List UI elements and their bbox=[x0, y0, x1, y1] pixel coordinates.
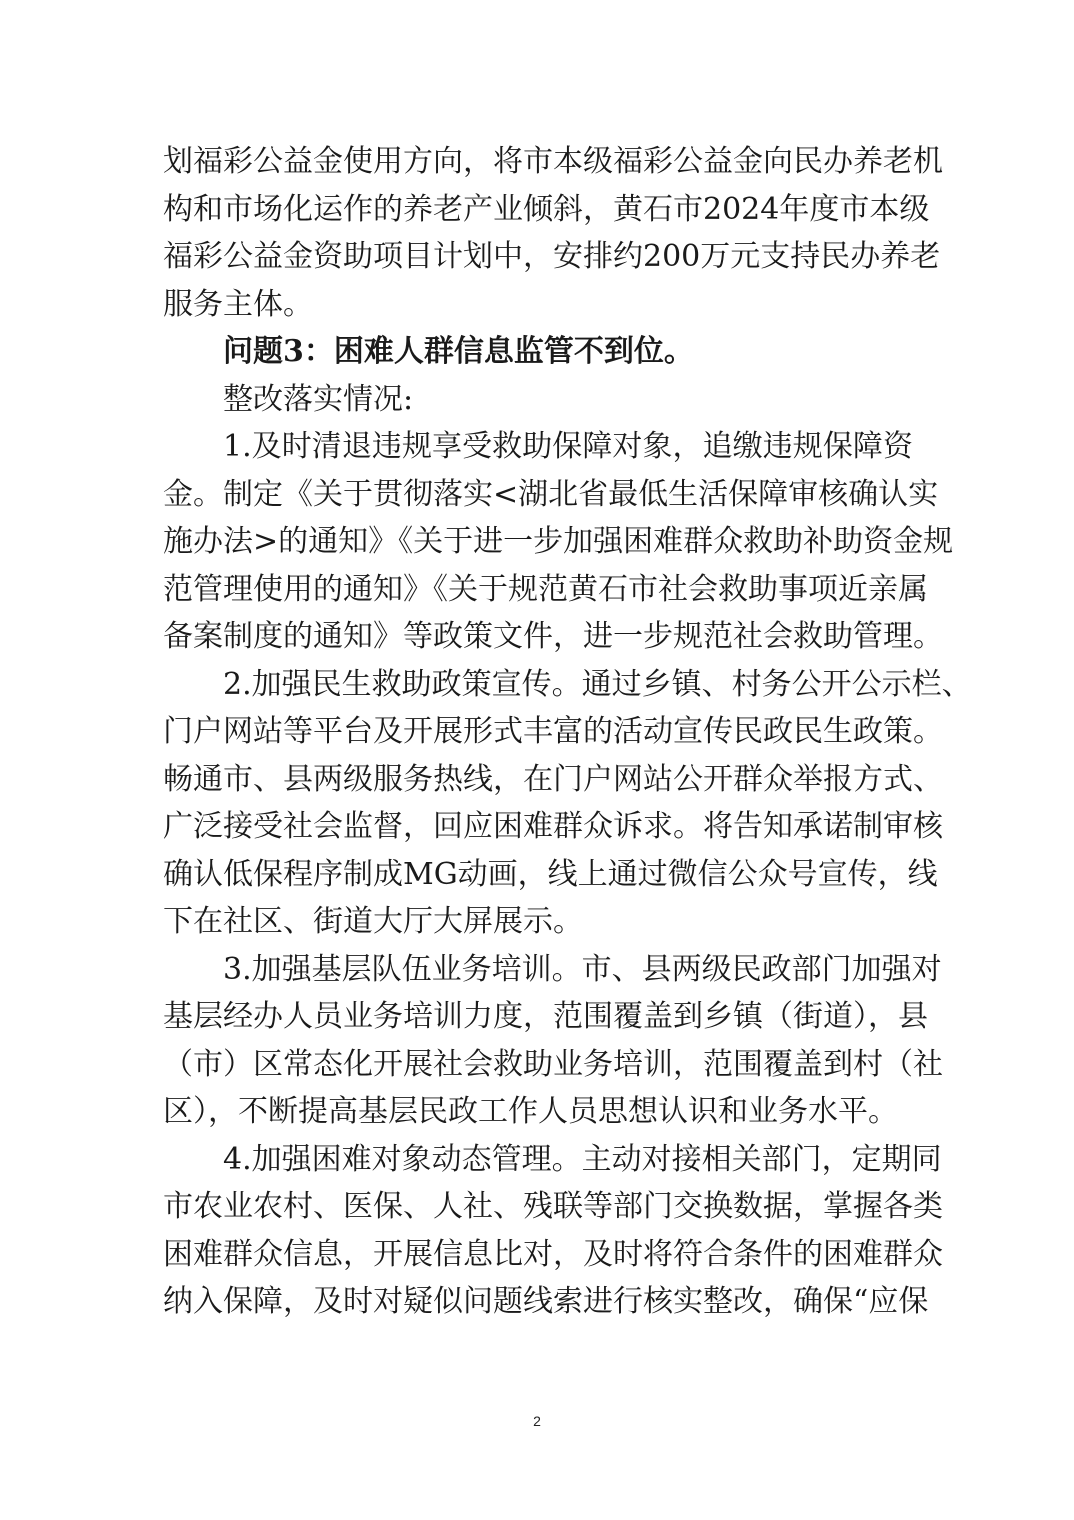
text-line: 下在社区、街道大厅大屏展示。 bbox=[163, 904, 583, 939]
text-line: 2.加强民生救助政策宣传。通过乡镇、村务公开公示栏、 bbox=[223, 666, 972, 702]
text-line: 4.加强困难对象动态管理。主动对接相关部门，定期同 bbox=[223, 1141, 942, 1177]
text-line: 划福彩公益金使用方向，将市本级福彩公益金向民办养老机 bbox=[163, 144, 943, 179]
text-line: 金。制定《关于贯彻落实<湖北省最低生活保障审核确认实 bbox=[163, 476, 939, 512]
text-line: （市）区常态化开展社会救助业务培训，范围覆盖到村（社 bbox=[163, 1046, 943, 1082]
text-line: 服务主体。 bbox=[163, 286, 313, 322]
text-line: 福彩公益金资助项目计划中，安排约200万元支持民办养老 bbox=[163, 239, 941, 274]
text-line: 1.及时清退违规享受救助保障对象，追缴违规保障资 bbox=[223, 429, 913, 464]
section-heading: 问题3：困难人群信息监管不到位。 bbox=[223, 334, 694, 369]
document-body bbox=[163, 138, 972, 1326]
text-line: 备案制度的通知》等政策文件，进一步规范社会救助管理。 bbox=[163, 619, 943, 654]
text-line: 畅通市、县两级服务热线，在门户网站公开群众举报方式、 bbox=[163, 761, 943, 797]
text-line: 广泛接受社会监督，回应困难群众诉求。将告知承诺制审核 bbox=[163, 809, 943, 844]
page-number: 2 bbox=[533, 1413, 541, 1429]
text-line: 困难群众信息，开展信息比对，及时将符合条件的困难群众 bbox=[163, 1236, 943, 1272]
text-line: 基层经办人员业务培训力度，范围覆盖到乡镇（街道），县 bbox=[163, 999, 928, 1034]
text-line: 确认低保程序制成MG动画，线上通过微信公众号宣传，线 bbox=[163, 856, 938, 892]
text-line: 市农业农村、医保、人社、残联等部门交换数据，掌握各类 bbox=[163, 1189, 943, 1224]
text-line: 整改落实情况: bbox=[223, 381, 414, 417]
text-line: 3.加强基层队伍业务培训。市、县两级民政部门加强对 bbox=[223, 951, 942, 987]
text-line: 施办法>的通知》《关于进一步加强困难群众救助补助资金规 bbox=[163, 524, 954, 559]
text-line: 构和市场化运作的养老产业倾斜，黄石市2024年度市本级 bbox=[163, 191, 930, 227]
text-line: 范管理使用的通知》《关于规范黄石市社会救助事项近亲属 bbox=[163, 571, 928, 607]
text-line: 纳入保障，及时对疑似问题线索进行核实整改，确保“应保 bbox=[163, 1284, 929, 1319]
text-line: 门户网站等平台及开展形式丰富的活动宣传民政民生政策。 bbox=[163, 714, 943, 749]
text-line: 区），不断提高基层民政工作人员思想认识和业务水平。 bbox=[163, 1094, 898, 1129]
